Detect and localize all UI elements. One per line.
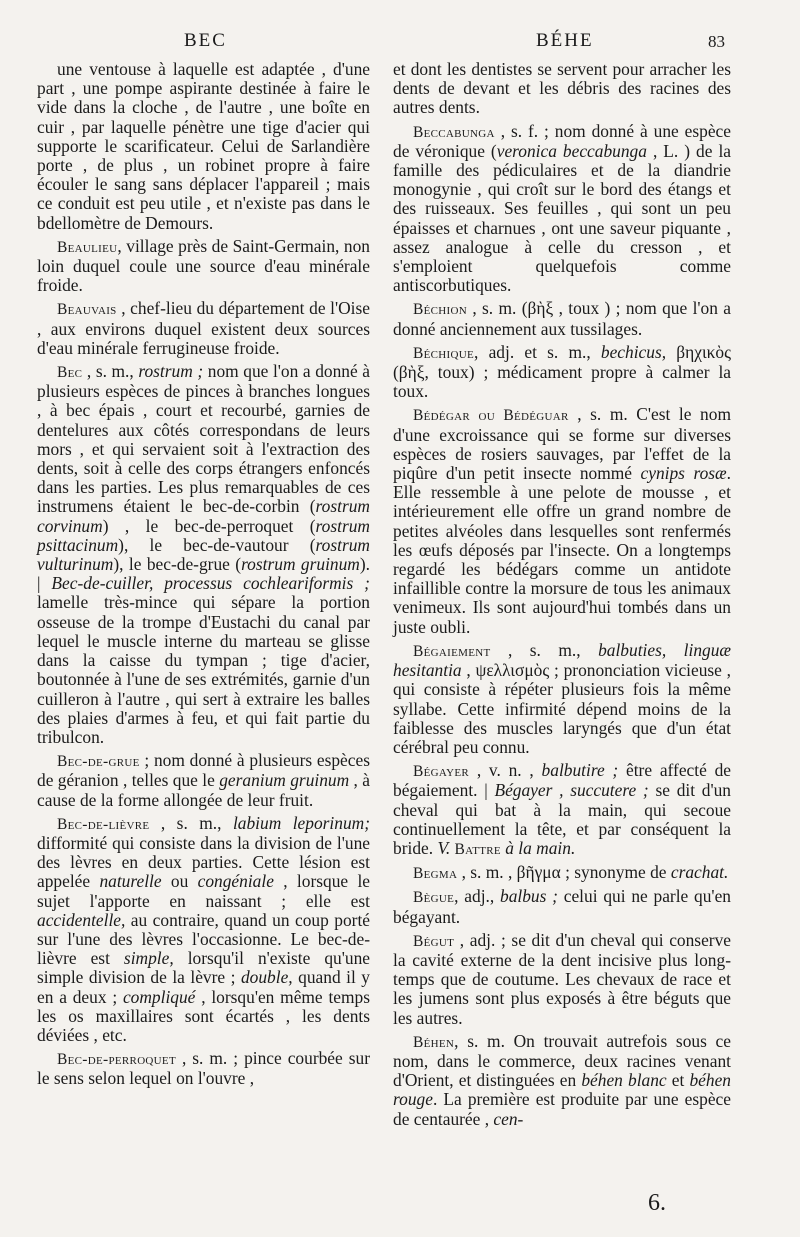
- entry-text: , à cause de la forme allongée de leur fruit.: [37, 770, 370, 810]
- entry-headword: Bec-de-perroquet: [57, 1051, 176, 1069]
- dictionary-entry: [393, 863, 731, 883]
- entry-headword: Begma: [413, 865, 458, 883]
- dictionary-entry: [393, 931, 731, 1028]
- dictionary-entry: [393, 299, 731, 338]
- italic-term: geranium gruinum: [219, 770, 350, 791]
- right-column: [393, 60, 731, 1133]
- italic-term: béhen blanc: [581, 1070, 667, 1091]
- italic-term: compliqué: [122, 986, 196, 1007]
- dictionary-entry: [37, 237, 370, 296]
- italic-term: Bégayer , succutere ;: [494, 780, 649, 801]
- dictionary-entry: [393, 122, 731, 296]
- italic-term: V.: [437, 837, 451, 858]
- entry-text: , s. m. , βῆγμα ; synonyme de: [457, 862, 671, 883]
- entry-text: , s. f. ; nom donné à une espèce de véronique (: [393, 120, 731, 161]
- entry-text: être affecté de bégaiement. |: [393, 760, 731, 801]
- entry-text: nom que l'on a donné à plusieurs espèces de pinces à branches longues , à bec épais , court et recourbé, garnies de dentelures aux côtés correspondans de leurs mors , et qui servaient soit à l'extraction des dents, soit à celle des corps étrangers enfoncés dans les parties. Les plus remarquables de ces instrumens étaient le bec-de-corbin (: [37, 361, 370, 517]
- entry-headword: Béchique: [413, 344, 475, 362]
- entry-headword: Bégut: [413, 932, 455, 950]
- italic-term: simple,: [123, 948, 174, 969]
- entry-text: , adj. et s. m.,: [474, 341, 601, 362]
- entry-text: , s. m. ; pince courbée sur le sens selon lequel on l'ouvre ,: [37, 1048, 370, 1089]
- entry-headword: Beauvais: [57, 301, 117, 319]
- entry-headword: Bec-de-grue: [57, 753, 140, 771]
- dictionary-entry: [393, 343, 731, 402]
- italic-term: béhen rouge: [393, 1070, 731, 1110]
- entry-headword: Bec-de-lièvre: [57, 815, 150, 833]
- entry-text: , lorsqu'en même temps les os maxillaires sont écartés , les dents déviées , etc.: [37, 986, 370, 1045]
- entry-text: , adj. ; se dit d'un cheval qui conserve la cavité externe de la dent incisive plus long-temps que de coutume. Les chevaux de race et les jumens sont plus exposés à être béguts que les autres.: [393, 929, 731, 1028]
- italic-term: naturelle: [99, 871, 162, 892]
- entry-text: celui qui ne parle qu'en bégayant.: [393, 886, 731, 927]
- entry-headword: Bédégar ou Bédéguar: [413, 407, 569, 425]
- header-left-word: BEC: [184, 30, 227, 51]
- entry-text: se dit d'un cheval qui bat à la main, qui secoue continuellement la tête, et par conséquent la bride.: [393, 780, 732, 858]
- dictionary-entry: [37, 814, 370, 1045]
- entry-headword: Bègue: [413, 889, 455, 907]
- entry-text: . La première est produite par une espèce de centaurée ,: [393, 1089, 731, 1129]
- entry-text: quand il y en a deux ;: [37, 967, 370, 1007]
- italic-term: veronica beccabunga: [496, 140, 647, 161]
- entry-headword: Béchion: [413, 301, 467, 319]
- dictionary-entry: [393, 761, 731, 859]
- entry-text: ; nom donné à plusieurs espèces de géranion , telles que le: [37, 750, 370, 791]
- entry-text: . Elle ressemble à une pelote de mousse , et intérieurement elle offre un grand nombre de petites alvéoles dans lesquelles sont renfermés les œufs déposés par l'insecte. On a longtemps regardé les bédégars comme un antidote infaillible contre la morsure de tous les animaux venimeux. Ils sont aujourd'hui tombés dans un juste oubli.: [393, 463, 731, 637]
- entry-text: ) , le bec-de-perroquet (: [102, 515, 316, 536]
- left-column: [37, 60, 370, 1093]
- entry-text: et: [666, 1070, 690, 1091]
- dictionary-entry: [393, 405, 731, 636]
- italic-term: à la main.: [505, 837, 576, 858]
- dictionary-entry: [37, 362, 370, 747]
- entry-text: , ψελλισμὸς ; prononciation vicieuse , qui consiste à répéter plusieurs fois la même syllabe. Cette infirmité dépend moins de la faiblesse des muscles laryngés que d'un état cérébral peu connu.: [393, 660, 731, 757]
- entry-text: , s. m. On trouvait autrefois sous ce nom, dans le commerce, deux racines venant d'Orient, et distinguées en: [393, 1030, 731, 1091]
- entry-text: , chef-lieu du département de l'Oise , aux environs duquel existent deux sources d'eau minérale ferrugineuse froide.: [37, 298, 370, 358]
- entry-text: , L. ) de la famille des pédiculaires et de la diandrie monogynie , qui croît sur le bord des étangs et des ruisseaux. Ses feuilles , qui sont un peu épaisses et charnues , ont une saveur piquante , assez analogue à celle du cresson , et s'emploient quelquefois comme antiscorbutiques.: [393, 140, 731, 296]
- entry-text: au contraire, quand un coup porté sur l'une des lèvres l'occasionne. Le bec-de-lièvre est: [37, 909, 370, 969]
- signature-mark: 6.: [648, 1190, 666, 1216]
- italic-term: rostrum gruinum: [241, 554, 360, 575]
- entry-headword: Beccabunga: [413, 123, 495, 141]
- italic-term: labium leporinum;: [232, 812, 371, 833]
- entry-text: lamelle très-mince qui sépare la portion osseuse de la trompe d'Eustachi du canal par lequel le muscle interne du marteau se glisse dans la caisse du tympan ; tige d'acier, boutonnée à l'une de ses extrémités, garnie d'un cuilleron à l'autre , qui sert à extraire les balles des plaies d'armes à feu, et qui fait partie du tribulcon.: [37, 592, 370, 747]
- entry-text: ou: [161, 871, 198, 892]
- entry-text: , s. m.,: [149, 812, 233, 833]
- dictionary-entry: [37, 1049, 370, 1088]
- entry-text: , lorsque le sujet l'apporte en naissant ; elle est: [37, 871, 370, 911]
- italic-term: bechicus,: [600, 341, 667, 362]
- entry-headword: Bégayer: [413, 763, 470, 781]
- entry-text: , s. m.,: [490, 639, 599, 660]
- italic-term: cen-: [493, 1108, 524, 1129]
- dictionary-entry: [37, 751, 370, 810]
- dictionary-entry: [393, 60, 731, 118]
- entry-headword: Battre: [454, 840, 501, 858]
- italic-term: rostrum vulturinum: [37, 534, 370, 575]
- italic-term: rostrum psittacinum: [37, 515, 370, 555]
- entry-text: ), le bec-de-grue (: [113, 554, 242, 575]
- italic-term: crachat.: [670, 862, 729, 883]
- italic-term: accidentelle,: [37, 909, 126, 930]
- entry-text: ), le bec-de-vautour (: [118, 534, 316, 555]
- dictionary-entry: [393, 641, 731, 757]
- entry-text: , village près de Saint-Germain, non loin duquel coule une source d'eau minérale froide.: [37, 235, 370, 296]
- entry-text: et dont les dentistes se servent pour arracher les dents de devant et les débris des racines des autres dents.: [393, 59, 731, 118]
- italic-term: rostrum corvinum: [37, 496, 370, 536]
- entry-text: , adj.,: [454, 886, 501, 907]
- italic-term: Bec-de-cuiller, processus cochleariformis ;: [51, 573, 370, 594]
- dictionary-entry: [37, 299, 370, 358]
- running-head: [0, 30, 800, 56]
- italic-term: balbus ;: [500, 886, 558, 907]
- dictionary-entry: [37, 60, 370, 233]
- entry-headword: Bégaiement: [413, 642, 491, 660]
- italic-term: double,: [240, 967, 293, 988]
- entry-text: difformité qui consiste dans la division de l'une des lèvres en deux parties. Cette lésion est appelée: [37, 832, 370, 892]
- italic-term: rostrum ;: [138, 361, 204, 382]
- italic-term: cynips rosæ: [640, 463, 727, 484]
- entry-headword: Beaulieu: [57, 238, 118, 256]
- dictionary-entry: [393, 1032, 731, 1129]
- italic-term: balbutire ;: [541, 760, 619, 781]
- entry-headword: Bec: [57, 364, 83, 382]
- entry-text: βηχικὸς (βὴξ, toux) ; médicament propre à calmer la toux.: [393, 341, 731, 402]
- italic-term: balbuties, linguæ hesitantia: [393, 639, 732, 681]
- entry-text: ). |: [37, 554, 370, 594]
- italic-term: congéniale: [197, 871, 274, 892]
- entry-text: lorsqu'il n'existe qu'une simple division de la lèvre ;: [37, 948, 370, 988]
- entry-headword: Béhen: [413, 1033, 455, 1051]
- entry-text: , v. n. ,: [469, 760, 542, 781]
- header-right-word: BÉHE: [536, 30, 594, 51]
- entry-text: une ventouse à laquelle est adaptée , d'une part , une pompe aspirante destinée à faire le vide dans la cloche , de l'autre , une boîte en cuir , par laquelle pénètre une tige d'acier qui supporte le scarificateur. Celui de Sarlandière porte , de plus , un robinet propre à faire écouler le sang sans déplacer l'appareil ; mais ce conduit est peu utile , et n'existe pas dans le bdellomètre de Demours.: [37, 59, 370, 233]
- dictionary-entry: [393, 887, 731, 926]
- entry-text: , s. m. C'est le nom d'une excroissance qui se forme sur diverses espèces de rosiers sauvages, par l'effet de la piqûre d'un petit insecte nommé: [393, 404, 731, 484]
- entry-text: , s. m. (βὴξ , toux ) ; nom que l'on a donné anciennement aux tussilages.: [393, 298, 731, 339]
- entry-text: , s. m.,: [82, 361, 139, 382]
- page-number: 83: [708, 32, 725, 51]
